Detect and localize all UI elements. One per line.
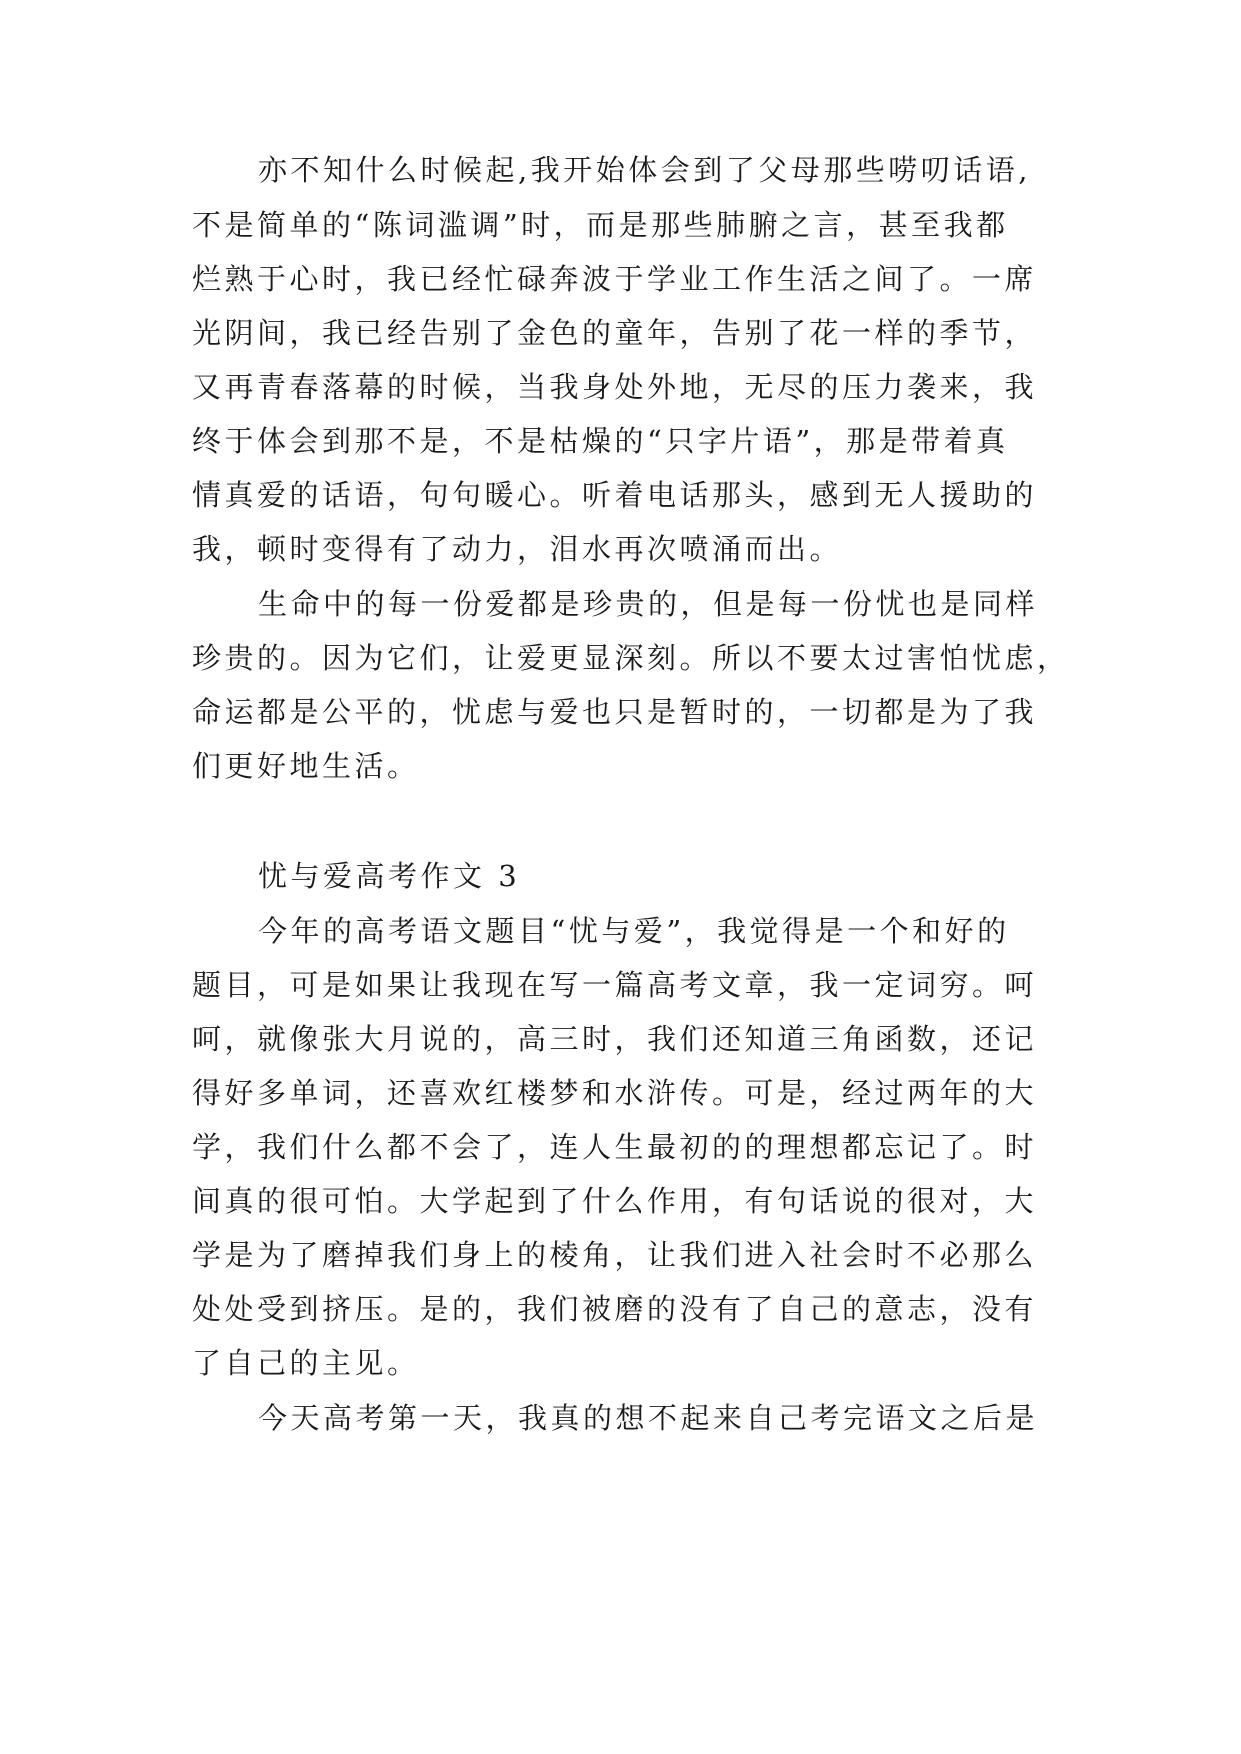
paragraph-line: 终于体会到那不是，不是枯燥的“只字片语”，那是带着真 (192, 424, 1009, 458)
paragraph-line: 不是简单的“陈词滥调”时，而是那些肺腑之言，甚至我都 (192, 208, 1009, 242)
paragraph-line: 生命中的每一份爱都是珍贵的，但是每一份忧也是同样 (258, 587, 1039, 621)
paragraph-line: 亦不知什么时候起,我开始体会到了父母那些唠叨话语, (258, 153, 1031, 187)
paragraph-line: 学，我们什么都不会了，连人生最初的的理想都忘记了。时 (192, 1130, 1038, 1164)
paragraph-line: 我，顿时变得有了动力，泪水再次喷涌而出。 (192, 532, 843, 566)
paragraph-line: 又再青春落幕的时候，当我身处外地，无尽的压力袭来，我 (192, 370, 1038, 404)
paragraph-line: 情真爱的话语，句句暖心。听着电话那头，感到无人援助的 (192, 478, 1038, 512)
paragraph-line: 呵，就像张大月说的，高三时，我们还知道三角函数，还记 (192, 1022, 1038, 1056)
paragraph-line: 今年的高考语文题目“忧与爱”，我觉得是一个和好的 (258, 914, 1010, 948)
paragraph-line: 处处受到挤压。是的，我们被磨的没有了自己的意志，没有 (192, 1292, 1038, 1326)
paragraph-line: 们更好地生活。 (192, 749, 420, 783)
section-heading: 忧与爱高考作文 3 (258, 859, 521, 893)
paragraph-line: 学是为了磨掉我们身上的棱角，让我们进入社会时不必那么 (192, 1238, 1038, 1272)
paragraph-line: 光阴间，我已经告别了金色的童年，告别了花一样的季节， (192, 316, 1038, 350)
paragraph-line: 了自己的主见。 (192, 1346, 420, 1380)
paragraph-line: 命运都是公平的，忧虑与爱也只是暂时的，一切都是为了我 (192, 695, 1038, 729)
paragraph-line: 得好多单词，还喜欢红楼梦和水浒传。可是，经过两年的大 (192, 1076, 1038, 1110)
paragraph-line: 间真的很可怕。大学起到了什么作用，有句话说的很对，大 (192, 1184, 1038, 1218)
paragraph-line: 珍贵的。因为它们，让爱更显深刻。所以不要太过害怕忧虑， (192, 641, 1070, 675)
paragraph-line: 题目，可是如果让我现在写一篇高考文章，我一定词穷。呵 (192, 968, 1038, 1002)
paragraph-line: 烂熟于心时，我已经忙碌奔波于学业工作生活之间了。一席 (192, 262, 1038, 296)
paragraph-line: 今天高考第一天，我真的想不起来自己考完语文之后是 (258, 1401, 1039, 1435)
